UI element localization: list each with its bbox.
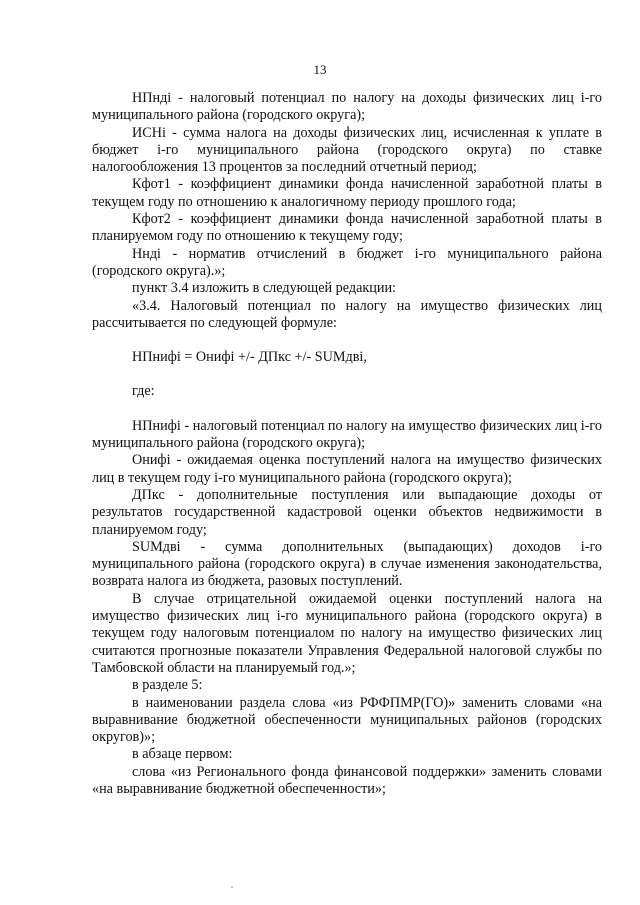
paragraph-kfot1-definition: Кфот1 - коэффициент динамики фонда начисленной заработной платы в текущем году по отношению к аналогичному периоду прошлого года; <box>92 176 602 210</box>
where-label: где: <box>132 383 155 400</box>
page-number: 13 <box>313 62 327 77</box>
formula: НПнифi = Онифi +/- ДПкс +/- SUMдвi, <box>132 349 367 366</box>
paragraph-isn-definition: ИСНi - сумма налога на доходы физических лиц, исчисленная к уплате в бюджет i-го муниципального района (городского округа) по ставке налогообложения 13 процентов за последний отчетный период; <box>92 124 602 176</box>
paragraph-first-abzac: в абзаце первом: <box>132 746 233 763</box>
paragraph-dpks-definition: ДПкс - дополнительные поступления или выпадающие доходы от результатов государственной кадастровой оценки объектов недвижимости в планируемом году; <box>92 486 602 538</box>
paragraph-section-name-change: в наименовании раздела слова «из РФФПМР(ГО)» заменить словами «на выравнивание бюджетной обеспеченности муниципальных районов (городских округов)»; <box>92 694 602 746</box>
document-body <box>92 90 602 798</box>
paragraph-nnd-definition: Нндi - норматив отчислений в бюджет i-го муниципального района (городского округа).»; <box>92 245 602 279</box>
paragraph-negative-estimate: В случае отрицательной ожидаемой оценки поступлений налога на имущество физических лиц i-го муниципального района (городского округа) в текущем году налоговым потенциалом по налогу на имущество физических лиц считаются прогнозные показатели Управления Федеральной налоговой службы по Тамбовской области на планируемый год.»; <box>92 590 602 676</box>
paragraph-onif-definition: Онифi - ожидаемая оценка поступлений налога на имущество физических лиц в текущем году i-го муниципального района (городского округа); <box>92 452 602 486</box>
paragraph-npnd-definition: НПндi - налоговый потенциал по налогу на доходы физических лиц i-го муниципального района (городского округа); <box>92 90 602 124</box>
paragraph-section-5: в разделе 5: <box>132 677 203 694</box>
paragraph-item-3-4-text: «3.4. Налоговый потенциал по налогу на имущество физических лиц рассчитывается по следующей формуле: <box>92 297 602 331</box>
paragraph-words-replace: слова «из Регионального фонда финансовой поддержки» заменить словами «на выравнивание бюджетной обеспеченности»; <box>92 763 602 797</box>
paragraph-kfot2-definition: Кфот2 - коэффициент динамики фонда начисленной заработной платы в планируемом году по отношению к текущему году; <box>92 211 602 245</box>
paragraph-npnif-definition: НПнифi - налоговый потенциал по налогу на имущество физических лиц i-го муниципального района (городского округа); <box>92 417 602 452</box>
paragraph-item-3-4-instruction: пункт 3.4 изложить в следующей редакции: <box>132 280 396 297</box>
paragraph-sumdv-definition: SUMдвi - сумма дополнительных (выпадающих) доходов i-го муниципального района (городского округа) в случае изменения законодательства, возврата налога из бюджета, разовых поступлений. <box>92 538 602 590</box>
scan-speck <box>231 886 233 888</box>
